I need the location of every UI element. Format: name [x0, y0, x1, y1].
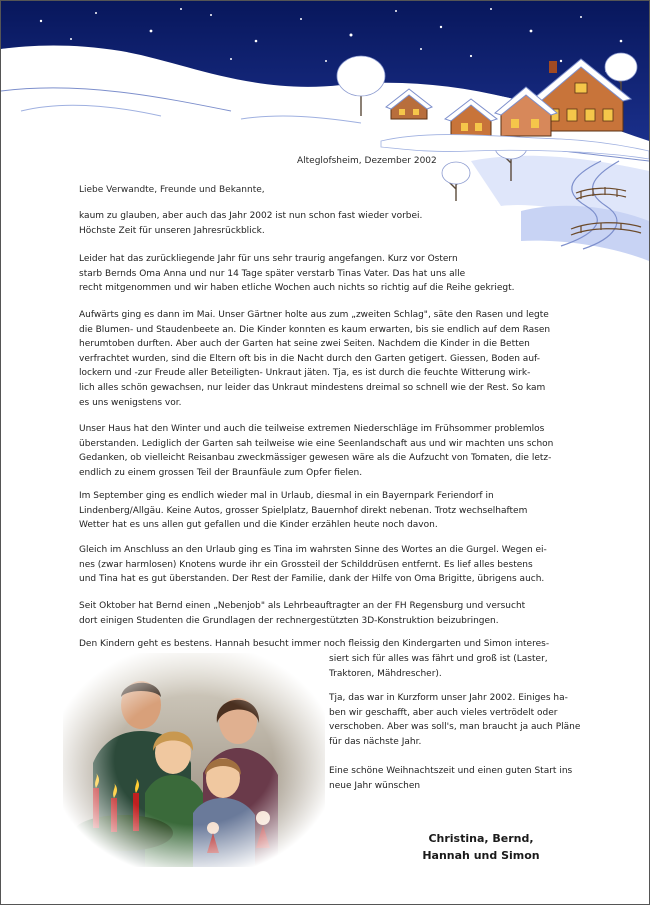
text-line: Wetter hat es uns allen gut gefallen und die Kinder erzählen heute noch davon.	[79, 520, 438, 531]
dateline: Alteglofsheim, Dezember 2002	[297, 156, 437, 166]
text-line: herumtoben durften. Aber auch der Garten hat seine zwei Seiten. Nachdem die Kinder in die Betten	[79, 339, 530, 350]
text-line: es uns wenigstens vor.	[79, 397, 182, 408]
text-line: recht mitgenommen und wir haben etliche Wochen auch nichts so richtig auf die Reihe gekriegt.	[79, 283, 515, 294]
text-line: Gedanken, ob vielleicht Reisanbau zweckmässiger gewesen wäre als die Aufzucht von Tomaten, die letz-	[79, 453, 552, 464]
text-line: Traktoren, Mähdrescher).	[329, 668, 442, 679]
text-line: Seit Oktober hat Bernd einen „Nebenjob" als Lehrbeauftragter an der FH Regensburg und versucht	[79, 601, 526, 611]
paragraph-sad-start	[79, 252, 599, 296]
text-line: Leider hat das zurückliegende Jahr für uns sehr traurig angefangen. Kurz vor Ostern	[79, 254, 458, 264]
paragraph-children	[79, 637, 599, 652]
greeting: Liebe Verwandte, Freunde und Bekannte,	[79, 185, 265, 195]
text-line: starb Bernds Oma Anna und nur 14 Tage später verstarb Tinas Vater. Das hat uns alle	[79, 268, 466, 279]
signature-line-1: Christina, Bernd,	[428, 832, 534, 845]
text-line: Gleich im Anschluss an den Urlaub ging es Tina im wahrsten Sinne des Wortes an die Gurgel. Wegen ei-	[79, 545, 547, 555]
text-line: die Blumen- und Staudenbeete an. Die Kinder konnten es kaum erwarten, bis sie endlich auf dem Rasen	[79, 324, 551, 335]
paragraph-garden	[79, 308, 599, 410]
text-line: Im September ging es endlich wieder mal in Urlaub, diesmal in ein Bayernpark Feriendorf in	[79, 491, 494, 501]
text-line: neue Jahr wünschen	[329, 780, 421, 791]
paragraph-children-cont	[329, 652, 609, 681]
text-line: Den Kindern geht es bestens. Hannah besucht immer noch fleissig den Kindergarten und Simon interes-	[79, 639, 550, 649]
text-line: dort einigen Studenten die Grundlagen der rechnergestützten 3D-Konstruktion beizubringen.	[79, 615, 499, 626]
text-line: endlich zu einem grossen Teil der Braunfäule zum Opfer fielen.	[79, 467, 363, 478]
text-line: Lindenberg/Allgäu. Keine Autos, grosser Spielplatz, Bauernhof direkt nebenan. Trotz wechselhaftem	[79, 505, 528, 516]
text-line: nes (zwar harmlosen) Knotens wurde ihr ein Grossteil der Schilddrüsen entfernt. Es lief alles bestens	[79, 559, 533, 570]
paragraph-bernd-job	[79, 599, 599, 628]
paragraph-house	[79, 422, 599, 480]
text-line: verfrachtet wurden, sind die Eltern oft bis in die Nacht durch den Garten getigert. Giessen, Boden auf-	[79, 353, 540, 364]
family-photo	[63, 653, 325, 867]
paragraph-vacation	[79, 489, 599, 533]
text-line: und Tina hat es gut überstanden. Der Rest der Familie, dank der Hilfe von Oma Brigitte, übrigens auch.	[79, 574, 545, 585]
text-line: siert sich für alles was fährt und groß ist (Laster,	[329, 654, 548, 664]
text-line: Eine schöne Weihnachtszeit und einen guten Start ins	[329, 766, 573, 776]
text-line: Tja, das war in Kurzform unser Jahr 2002. Einiges ha-	[329, 693, 568, 703]
paragraph-summary	[329, 691, 609, 749]
text-line: lich alles schön gewachsen, nur leider das Unkraut mindestens dreimal so schnell wie der Rest. So kam	[79, 382, 546, 393]
paragraph-wishes	[329, 764, 609, 793]
text-line: überstanden. Lediglich der Garten sah teilweise wie eine Seenlandschaft aus und wir machten uns schon	[79, 438, 554, 449]
text-line: Aufwärts ging es dann im Mai. Unser Gärtner holte aus zum „zweiten Schlag", säte den Rasen und legte	[79, 310, 549, 320]
text-line: kaum zu glauben, aber auch das Jahr 2002 ist nun schon fast wieder vorbei.	[79, 211, 423, 221]
paragraph-intro	[79, 209, 599, 238]
signature-line-2: Hannah und Simon	[422, 849, 540, 862]
text-line: für das nächste Jahr.	[329, 736, 422, 747]
text-line: ben wir geschafft, aber auch vieles vertrödelt oder	[329, 707, 558, 718]
text-line: Höchste Zeit für unseren Jahresrückblick.	[79, 225, 265, 236]
text-line: lockern und -zur Freude aller Beteiligten- Unkraut jäten. Tja, es ist durch die feuchte Witterung wirk-	[79, 368, 531, 379]
text-line: verschoben. Aber was soll's, man braucht ja auch Pläne	[329, 722, 581, 733]
paragraph-tina	[79, 543, 599, 587]
text-line: Unser Haus hat den Winter und auch die teilweise extremen Niederschläge im Frühsommer problemlos	[79, 424, 545, 434]
signature	[406, 830, 556, 864]
